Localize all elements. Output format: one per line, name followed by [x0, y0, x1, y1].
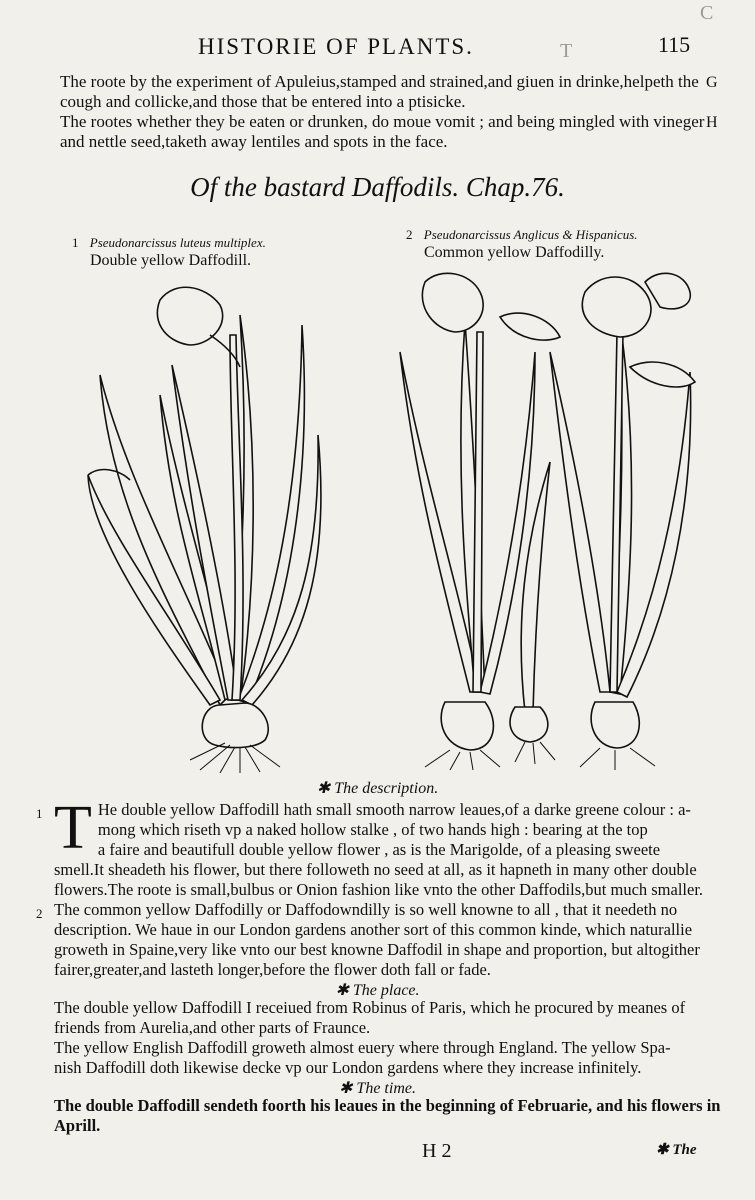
trumpet-corona — [645, 273, 690, 309]
text-line: The common yellow Daffodilly or Daffodowndilly is so well knowne to all , that it needeth no — [54, 900, 678, 919]
text-line: smell.It sheadeth his flower, but there followeth no seed at all, as it hapneth in many other double — [54, 860, 697, 879]
text-line: Aprill. — [54, 1116, 101, 1135]
flower-stalk — [230, 335, 243, 700]
text-line: The yellow English Daffodill groweth almost euery where through England. The yellow Spa- — [54, 1038, 671, 1057]
signature-mark: H 2 — [422, 1140, 452, 1162]
text-line: description. We haue in our London gardens another sort of this common kinde, which naturallie — [54, 920, 693, 939]
daffodil-flower — [582, 277, 651, 337]
flower-stalk — [473, 332, 483, 692]
roots — [190, 743, 280, 773]
bulb — [441, 702, 493, 750]
figure-number: 1 — [72, 235, 79, 250]
bulb — [202, 703, 268, 748]
text-line: flowers.The roote is small,bulbus or Onion fashion like vnto the other Daffodils,but much smaller. — [54, 880, 704, 899]
text-line: The double Daffodill sendeth foorth his leaues in the beginning of Februarie, and his flowers in — [54, 1096, 721, 1115]
common-daffodil-woodcut — [385, 262, 710, 772]
dropcap: T — [54, 794, 92, 862]
figure-caption-2 — [406, 226, 638, 261]
text-line: mong which riseth vp a naked hollow stalke , of two hands high : bearing at the top — [97, 820, 648, 839]
figure-latin-name: Pseudonarcissus Anglicus & Hispanicus. — [423, 227, 638, 242]
flower-bud — [630, 362, 695, 387]
item-number: 2 — [36, 906, 43, 921]
text-line: a faire and beautifull double yellow flower , as is the Marigolde, of a pleasing sweete — [97, 840, 661, 859]
place-heading: ✱ The place. — [335, 982, 420, 999]
margin-letter: H — [706, 114, 718, 131]
leaf — [550, 352, 610, 692]
text-line: The rootes whether they be eaten or drunken, do moue vomit ; and being mingled with vineger — [60, 112, 705, 131]
text-line: He double yellow Daffodill hath small smooth narrow leaues,of a darke greene colour : a- — [97, 800, 691, 819]
page-number: 115 — [658, 32, 691, 57]
text-line: and nettle seed,taketh away lentiles and spots in the face. — [60, 132, 448, 151]
margin-letter: G — [706, 74, 718, 91]
catchword: ✱ The — [656, 1142, 697, 1158]
figure-latin-name: Pseudonarcissus luteus multiplex. — [89, 235, 266, 250]
text-line: groweth in Spaine,very like vnto our best knowne Daffodil in shape and proportion, but altogither — [54, 940, 700, 959]
figure-number: 2 — [406, 227, 413, 242]
text-line: nish Daffodill doth likewise decke vp our London gardens where they increase infinitely. — [54, 1058, 642, 1077]
item-number: 1 — [36, 806, 43, 821]
text-line: fairer,greater,and lasteth longer,before the flower doth fall or fade. — [54, 960, 491, 979]
figure-caption-1 — [72, 234, 266, 269]
double-daffodil-woodcut — [80, 275, 340, 775]
text-line: friends from Aurelia,and other parts of Fraunce. — [54, 1018, 371, 1037]
bulb — [591, 702, 639, 748]
flower-bud — [500, 313, 560, 340]
figure-english-name: Common yellow Daffodilly. — [424, 244, 605, 261]
daffodil-flower — [422, 273, 483, 332]
description-paragraph — [54, 794, 704, 980]
text-line: The roote by the experiment of Apuleius,stamped and strained,and giuen in drinke,helpeth the — [60, 72, 699, 91]
description-heading: ✱ The description. — [316, 780, 439, 797]
time-paragraph — [54, 1096, 721, 1136]
show-through-text: T — [560, 40, 573, 62]
chapter-heading: Of the bastard Daffodils. Chap.76. — [190, 172, 565, 202]
figure-english-name: Double yellow Daffodill. — [90, 252, 252, 269]
place-paragraph — [54, 998, 704, 1078]
text-line: The double yellow Daffodill I receiued from Robinus of Paris, which he procured by meanes of — [54, 998, 686, 1017]
running-head — [0, 30, 755, 60]
text-line: cough and collicke,and those that be entered into a ptisicke. — [60, 92, 466, 111]
bulb — [510, 707, 548, 742]
top-paragraph — [60, 72, 705, 152]
show-through-text: C — [700, 2, 714, 24]
running-title: HISTORIE OF PLANTS. — [198, 34, 474, 59]
time-heading: ✱ The time. — [339, 1080, 416, 1097]
